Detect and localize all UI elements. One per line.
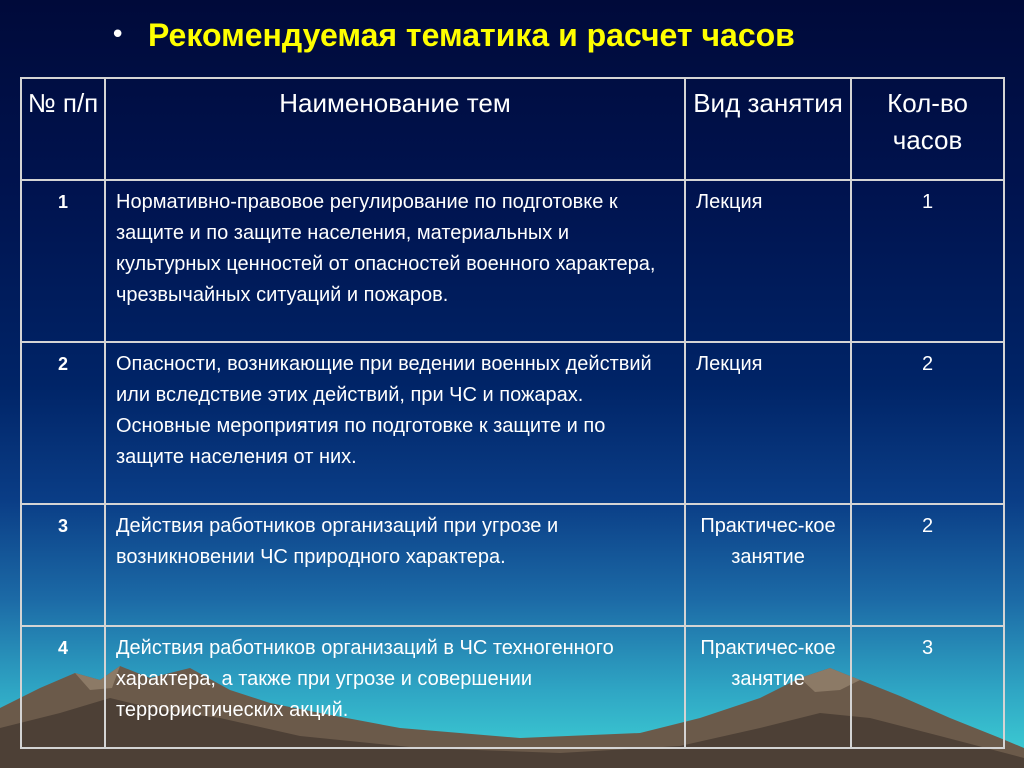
row-hours: 1 bbox=[851, 180, 1004, 342]
row-topic: Опасности, возникающие при ведении военных действий или вследствие этих действий, при ЧС и пожарах. Основные мероприятия по подготовке к защите и по защите населения от них. bbox=[105, 342, 685, 504]
row-num: 2 bbox=[21, 342, 105, 504]
table-row bbox=[21, 180, 1004, 342]
table-row bbox=[21, 626, 1004, 748]
row-hours: 2 bbox=[851, 504, 1004, 626]
header-topic: Наименование тем bbox=[105, 78, 685, 180]
row-num: 1 bbox=[21, 180, 105, 342]
row-topic: Действия работников организаций в ЧС техногенного характера, а также при угрозе и совершении террористических акций. bbox=[105, 626, 685, 748]
table-row bbox=[21, 342, 1004, 504]
row-hours: 3 bbox=[851, 626, 1004, 748]
header-num: № п/п bbox=[21, 78, 105, 180]
row-kind: Лекция bbox=[685, 342, 851, 504]
table-header-row bbox=[21, 78, 1004, 180]
slide-title: Рекомендуемая тематика и расчет часов bbox=[148, 16, 795, 53]
row-kind: Практичес-кое занятие bbox=[685, 626, 851, 748]
row-num: 3 bbox=[21, 504, 105, 626]
row-kind: Практичес-кое занятие bbox=[685, 504, 851, 626]
row-topic: Нормативно-правовое регулирование по подготовке к защите и по защите населения, материальных и культурных ценностей от опасностей военного характера, чрезвычайных ситуаций и пожаров. bbox=[105, 180, 685, 342]
row-kind: Лекция bbox=[685, 180, 851, 342]
row-topic: Действия работников организаций при угрозе и возникновении ЧС природного характера. bbox=[105, 504, 685, 626]
row-hours: 2 bbox=[851, 342, 1004, 504]
header-kind: Вид занятия bbox=[685, 78, 851, 180]
table-row bbox=[21, 504, 1004, 626]
bullet-icon: • bbox=[110, 20, 126, 50]
header-hours: Кол-во часов bbox=[851, 78, 1004, 180]
topics-table bbox=[20, 77, 1005, 749]
title-row bbox=[110, 10, 795, 60]
row-num: 4 bbox=[21, 626, 105, 748]
